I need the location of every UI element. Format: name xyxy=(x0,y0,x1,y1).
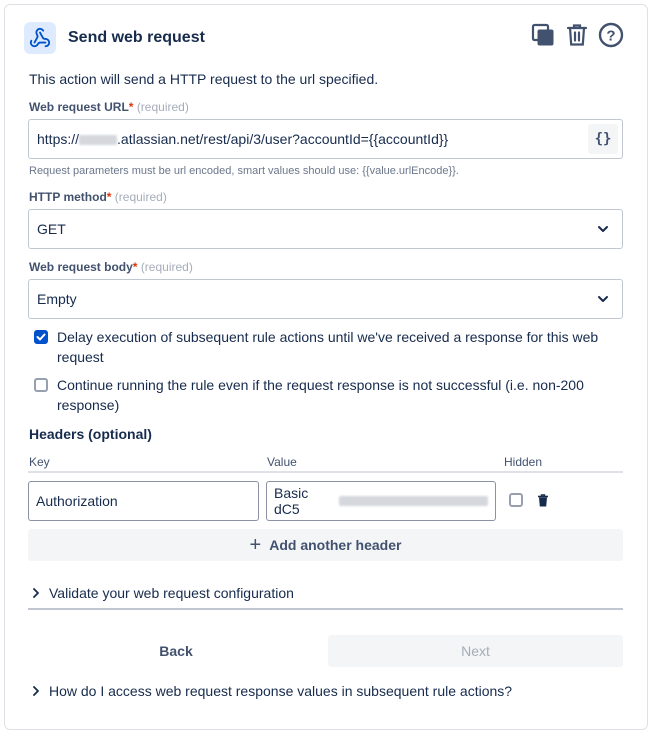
continue-option[interactable] xyxy=(34,375,614,415)
chevron-right-icon xyxy=(33,686,39,696)
validate-label: Validate your web request configuration xyxy=(49,585,294,601)
add-header-button[interactable] xyxy=(28,529,623,561)
method-label-text: HTTP method xyxy=(29,190,107,204)
chevron-down-icon xyxy=(596,222,610,236)
header-key-value: Authorization xyxy=(36,493,118,509)
required-mark: * xyxy=(128,100,134,114)
validate-expander[interactable] xyxy=(33,585,294,601)
header-value-input[interactable] xyxy=(266,481,496,521)
headers-divider xyxy=(28,471,623,473)
method-select[interactable] xyxy=(28,209,623,249)
smart-values-button[interactable]: {} xyxy=(588,124,618,154)
faq-expander[interactable] xyxy=(33,683,512,699)
header-value-text: Basic dC5 xyxy=(274,485,309,517)
header-key-input[interactable] xyxy=(28,481,259,521)
url-label-text: Web request URL xyxy=(29,100,129,114)
plus-icon: + xyxy=(249,534,262,556)
body-select[interactable] xyxy=(28,279,623,319)
checkmark-icon xyxy=(36,332,46,342)
copy-icon[interactable] xyxy=(530,22,556,48)
method-value: GET xyxy=(37,221,66,237)
add-header-label: Add another header xyxy=(269,537,402,553)
next-button[interactable]: Next xyxy=(328,635,623,667)
header-hidden-checkbox[interactable] xyxy=(509,493,523,507)
url-value-prefix: https:// xyxy=(37,131,80,147)
method-label xyxy=(29,190,167,204)
chevron-right-icon xyxy=(33,588,39,598)
chevron-down-icon xyxy=(596,292,610,306)
trash-icon[interactable] xyxy=(564,22,590,48)
headers-title: Headers (optional) xyxy=(29,426,152,442)
url-value-suffix: .atlassian.net/rest/api/3/user?accountId={{accountId}} xyxy=(117,131,449,147)
required-mark: * xyxy=(106,190,112,204)
continue-label: Continue running the rule even if the request response is not successful (i.e. non-200 response) xyxy=(57,377,584,413)
back-button[interactable]: Back xyxy=(28,635,324,667)
faq-label: How do I access web request response values in subsequent rule actions? xyxy=(49,683,513,699)
url-value xyxy=(37,131,448,147)
delay-option[interactable] xyxy=(34,327,614,367)
required-hint: (required) xyxy=(136,100,189,114)
header-actions xyxy=(530,22,624,48)
url-helper-text: Request parameters must be url encoded, smart values should use: {{value.urlEncode}}. xyxy=(29,165,459,177)
webhook-icon xyxy=(24,22,56,54)
action-description: This action will send a HTTP request to the url specified. xyxy=(29,71,379,87)
body-label-text: Web request body xyxy=(29,260,133,274)
url-label xyxy=(29,100,189,114)
delay-label: Delay execution of subsequent rule actions until we've received a response for this web request xyxy=(57,329,599,365)
hidden-column-header: Hidden xyxy=(504,455,543,469)
body-value: Empty xyxy=(37,291,77,307)
help-icon[interactable] xyxy=(598,22,624,48)
svg-text:?: ? xyxy=(606,27,616,45)
delete-header-icon[interactable] xyxy=(537,494,549,510)
required-mark: * xyxy=(132,260,138,274)
page-title: Send web request xyxy=(68,29,205,46)
key-column-header: Key xyxy=(29,455,50,469)
url-input[interactable] xyxy=(28,119,623,159)
value-column-header: Value xyxy=(267,455,297,469)
required-hint: (required) xyxy=(140,260,193,274)
required-hint: (required) xyxy=(114,190,167,204)
redacted-site xyxy=(79,135,117,145)
panel-header xyxy=(24,18,624,58)
continue-checkbox[interactable] xyxy=(34,378,48,392)
validate-divider xyxy=(28,608,623,610)
delay-checkbox[interactable] xyxy=(34,330,48,344)
body-label xyxy=(29,260,193,274)
redacted-token xyxy=(339,496,488,506)
